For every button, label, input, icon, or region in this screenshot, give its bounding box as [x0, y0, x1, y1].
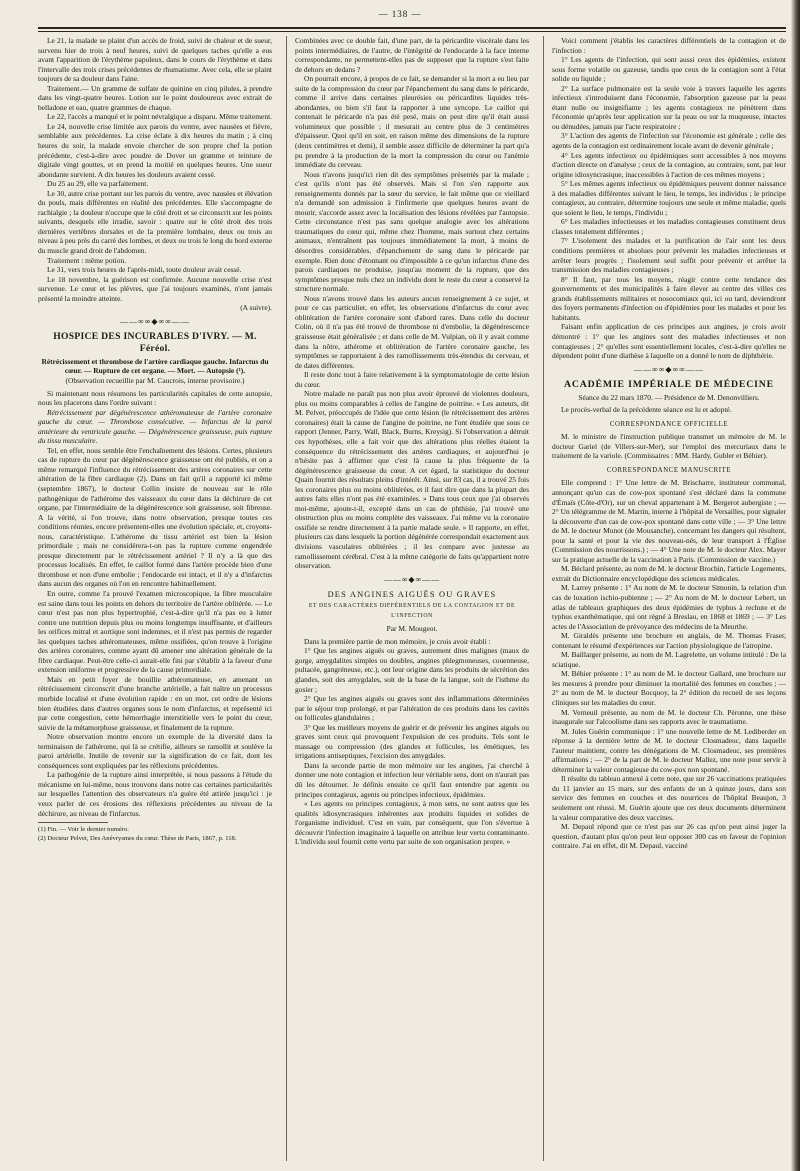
paragraph: Dans la seconde partie de mon mémoire sur les angines, j'ai cherché à donner une note contagion et infection leur véritable sens, dont on n'aurait pas dû les détourner. Je définis ensuite ce qu'il faut entendre par agents ou principes contagieux, agents ou principes infectieux, épidémies. — [295, 760, 529, 799]
paragraph: M. Giraldès présente une brochure en anglais, de M. Thomas Fraser, contenant le résumé d'expériences sur l'action physiologique de l'atropine. — [552, 631, 786, 650]
paragraph: Le 24, nouvelle crise limitée aux parois du ventre, avec nausées et fièvre, semblable aux précédentes. La crise éclate à dix heures du matin ; à cinq heures du soir, la malade envoie chercher de son propre chef la potion précédente, c'est-à-dire avec poudre de Dover un gramme et teinture de digitale vingt gouttes, et en prend la moitié en quelques heures. Une sueur abondante survient. A dix heures les douleurs avaient cessé. — [38, 121, 272, 179]
paragraph: 2° Que les angines aiguës ou graves sont des inflammations déterminées par le séjour trop prolongé, et par l'altération de ces produits dans les cavités ou follicules glandulaires ; — [295, 694, 529, 723]
paragraph: Le procès-verbal de la précédente séance est lu et adopté. — [561, 405, 732, 415]
section-subtitle: ET DES CARACTÈRES DIFFÉRENTIELS DE LA CONTAGION ET DE L'INFECTION — [308, 603, 516, 619]
manuscript-correspondence-head: CORRESPONDANCE MANUSCRITE — [606, 466, 732, 474]
section-title: DES ANGINES AIGUËS OU GRAVES — [327, 589, 497, 599]
paragraph: 3° Que les meilleurs moyens de guérir et de prévenir les angines aiguës ou graves sont ceux qui provoquent l'expulsion de ces produits. Tels sont le massage ou compression (des glandes et follicules, les émétiques, les irrigations antiseptiques, l'excision des amygdales. — [295, 722, 529, 761]
paragraph: M. Béhier présente : 1° au nom de M. le docteur Gallard, une brochure sur les mesures à prendre pour diminuer la mortalité des femmes en couches ; — 2° au nom de M. le docteur Bocquoy, la 2° édition du recueil de ses leçons cliniques sur les maladies du cœur. — [552, 669, 786, 707]
paragraph: Il résulte du tableau annexé à cette note, que sur 26 vaccinations pratiquées du 11 janvier au 15 mars, sur des enfants de un à quinze jours, dans son service des femmes en couches et des nourrices de l'hôpital Beaujon, 3 seulement ont réussi. M. Guérin ajoute que ces deux documents déterminent la valeur comparative des deux vaccines. — [552, 774, 786, 822]
paragraph: M. Baillarger présente, au nom de M. Lagrelette, un volume intitulé : De la sciatique. — [552, 650, 786, 669]
footnote: (2) Docteur Pelvet, Des Anévrysmes du cœur. Thèse de Paris, 1867, p. 118. — [38, 834, 237, 842]
paragraph: Elle comprend : 1° Une lettre de M. Brischarre, instituteur communal, annonçant qu'un cas de cow-pox spontané s'est déclaré dans la commune d'Émaïs (Côte-d'Or), sur un cheval appartenant à M. Bergerot aubergiste ; — 2° Un télégramme de M. Martin, interne à l'hôpital de Versailles, pour signaler la découverte d'un cas de cow-pox spontané dans cette ville ; — 3° Une lettre de M. le docteur Munot (de Mousanche), concernant les dangers qui résultent, pour la santé et pour la vie des nouveau-nés, de leur transport à l'Église (Commission des nourrissons.) ; — 4° Une note de M. le docteur Alex. Mayer sur la pratique actuelle de la vaccination à Paris. (Commission de vaccine.) — [552, 478, 786, 564]
academy-title: ACADÉMIE IMPÉRIALE DE MÉDECINE — [564, 378, 774, 390]
session-line: Séance du 22 mars 1870. — Présidence de M. Denonvilliers. — [578, 392, 760, 402]
paragraph: Il reste donc tout à faire relativement à la symptomatologie de cette lésion du cœur. — [295, 370, 529, 389]
ornament-divider: ——∞◆∞—— — [383, 574, 441, 584]
paragraph: En outre, comme l'a prouvé l'examen microscopique, la fibre musculaire est saine dans tous les points en dehors du territoire de l'artère oblitérée. — Le cœur n'est pas non plus hypertrophié, c'est-à-dire qu'il n'a pas eu à lutter contre une nutrition depuis plus ou moins longtemps insuffisante, et d'ailleurs les orifices mitral et aortique sont indemnes, et il n'est pas permis de regarder les quelques taches athéromateuses, même ossifiées, qu'on trouve à l'origine des artères coronaires, comme ayant dû amener une altération générale de la fibre cardiaque. Peut-être celle-ci aurait-elle fini par s'établir à la faveur d'une extension uniforme et progressive de la cause primordiale. — [38, 588, 272, 675]
paragraph: Le 31, vers trois heures de l'après-midi, toute douleur avait cessé. — [47, 265, 242, 275]
paragraph: Mais en petit foyer de bouillie athéromateuse, en amenant un rétrécissement circonscrit d'une branche artérielle, a fait naître un processus morbide localisé et d'une évolution rapide : en un mot, cet ordre de lésions bien étudiées dans d'autres organes sous le nom d'infarctus, et représenté ici par cette congestion, cette hémorrhagie interstitielle vers le point du cœur, suivie de la métamorphose graisseuse, et finalement de la rupture. — [38, 674, 272, 732]
page-edge-shadow — [791, 0, 800, 1171]
paragraph: 1° Les agents de l'infection, qui sont aussi ceux des épidémies, existent sous forme volatile ou gazeuse, tandis que ceux de la contagion sont à l'état solide ou liquide ; — [552, 55, 786, 84]
footnote: (1) Fin. — Voir le dernier numéro. — [38, 826, 129, 834]
paragraph: Faisant enfin application de ces principes aux angines, je crois avoir démontré : 1° que les angines sont des maladies infectieuses et non contagieuses ; 2° qu'elles sont essentiellement locales, c'est-à-dire qu'elles ne dépendent point d'une diathèse à laquelle on a donné le nom de diphthérie. — [552, 322, 786, 361]
paragraph: 7° L'isolement des malades et la purification de l'air sont les deux conditions premières et absolues pour prévenir les maladies infectieuses et arrêter leurs progrès ; l'isolement seul suffit pour prévenir et arrêter la transmission des maladies contagieuses ; — [552, 236, 786, 275]
paragraph: Le 18 novembre, la guérison est confirmée. Aucune nouvelle crise n'est survenue. Le cœur et les plèvres, que j'ai toujours examinés, n'ont jamais présenté la moindre atteinte. — [38, 274, 272, 303]
paragraph: M. le ministre de l'instruction publique transmet un mémoire de M. le docteur Gariel (de Villers-sur-Mer), sur l'emploi des mercuriaux dans le traitement de la variole. (Commissaires : MM. Hardy, Gubler et Béhier). — [552, 432, 786, 461]
paragraph: 3° L'action des agents de l'infection sur l'économie est générale ; celle des agents de la contagion est ordinairement locale avant de devenir générale ; — [552, 131, 786, 151]
column-middle — [286, 36, 529, 1161]
ornament-divider: ——∞∞◆∞∞—— — [120, 316, 190, 326]
paragraph: 4° Les agents infectieux ou épidémiques sont accessibles à nos moyens d'action directe on d'analyse ; ceux de la contagion, au contraire, sont, par leur origine idiosyncrasique, inaccessibles à l'action de ces mêmes moyens ; — [552, 150, 786, 179]
paragraph: Le 21, la malade se plaint d'un accès de froid, suivi de chaleur et de sueur, survenu hier de trois à neuf heures, suivi de quelques taches qu'elle a eus avant l'apparition de l'érythème papuleux, dans le cours de l'érythème et dans l'intervalle des trois crises précédentes de rhumatisme. Avec cela, elle se plaint toujours de sa douleur dans l'aine. — [38, 36, 272, 84]
footnote-rule — [38, 822, 108, 823]
paragraph: Le 22, l'accès a manqué et le point névralgique a disparu. Même traitement. — [47, 112, 272, 122]
paragraph: 2° La surface pulmonaire est la seule voie à travers laquelle les agents infectieux s'introduisent dans l'économie, l'absorption gazeuse par la peau étant nulle ou insignifiante ; les agents contagieux ne pénètrent dans l'économie qu'après leur application sur la peau ou sur la muqueuse, intactes ou dénudées, jamais par l'acte respiratoire ; — [552, 83, 786, 131]
paragraph: 1° Que les angines aiguës ou graves, autrement dites malignes (maux de gorge, amygdalites simples ou doubles, angines phlegmoneuses, couenneuse, pultacée, gangréneuse, etc.), ont leur origine dans les produits de sécrétion des glandes, soit des amygdales, soit de la base de la langue, soit de l'isthme du gosier ; — [295, 646, 529, 694]
paragraph: On pourrait encore, à propos de ce fait, se demander si la mort a eu lieu par suite de la compression du cœur par l'épanchement du sang dans le péricarde, comme il arrive dans certaines pleurésies ou péricardites liquides très-abondantes, ou bien s'il faut la rapporter à une syncope. Le caillot qui contenait le péricarde n'a pas été pesé, mais on peut dire qu'il était aussi volumineux que possible ; il mesurait au centre plus de 3 centimètres d'épaisseur. Quoi qu'il en soit, en raison même des dimensions de la rupture (deux centimètres et demi), il semble assez difficile de déterminer la part qu'a pu prendre à la production de la mort la compression du cœur ou l'anémie immédiate du cerveau. — [295, 74, 529, 170]
paragraph: Dans la première partie de mon mémoire, je crois avoir établi : — [304, 636, 491, 646]
paragraph: Voici comment j'établis les caractères différentiels de la contagion et de l'infection : — [552, 36, 786, 55]
paragraph: Notre observation montre encore un exemple de la diversité dans la terminaison de l'athérome, qui là se crétifie, ailleurs se ramollit et soulève la paroi artérielle. Inutile de revenir sur la signification de ce fait, dont les conséquences sont expliquées par les réflexions précédentes. — [38, 732, 272, 770]
paragraph: Combinées avec ce double fait, d'une part, de la péricardite viscérale dans les points intermédiaires, de l'autre, de l'intégrité de l'endocarde à la face interne correspondante, ne permettent-elles pas de supposer que la rupture s'est faite de dehors en dedans ? — [295, 36, 529, 74]
article-title: HOSPICE DES INCURABLES D'IVRY. — M. Féréol. — [53, 330, 257, 354]
paragraph: Du 25 au 29, elle va parfaitement. — [47, 179, 149, 189]
article-subtitle: Rétrécissement et thrombose de l'artère cardiaque gauche. Infarctus du cœur. — Rupture de cet organe. — Mort. — Autopsie (¹). — [41, 356, 269, 376]
section-author: Par M. Mougeot. — [386, 624, 438, 634]
paragraph: M. Béclard présente, au nom de M. le docteur Brochin, l'article Logements, extrait du Dictionnaire encyclopédique des sciences médicales. — [552, 564, 786, 583]
paragraph: Nous n'avons trouvé dans les auteurs aucun renseignement à ce sujet, et pour ce cas particulier, en effet, les observations d'infarctus du cœur avec oblitération de l'artère coronaire sont d'abord rares. Dans celle du docteur Colin, où il n'a pas été trouvé de thrombose ni d'embolie, la dégénérescence graisseuse était généralisée ; et dans celle de M. Vulpian, où il y avait comme dans la nôtre, athérome et oblitération de l'artère coronaire gauche, les symptômes se rapportaient à des ramollissements très-étendus du cerveau, et de dates différentes. — [295, 293, 529, 370]
column-left — [38, 36, 272, 1161]
paragraph: « Les agents ou principes contagieux, à mon sens, ne sont autres que les qualités idiosyncrasiques inhérentes aux produits liquides et solides de l'organisme individuel. C'est en vain, par conséquent, que l'on s'évertue à découvrir l'infection imaginaire à laquelle on attribue leur vertu contaminante. L'individu seul fournit cette vertu par suite de son organisation propre. » — [295, 799, 529, 847]
paragraph: La pathogénie de la rupture ainsi interprétée, si nous passons à l'étude du mécanisme en lui-même, nous trouvons dans notre cas certaines particularités sur lesquelles l'attention des observateurs n'a guère été attirée jusqu'ici : je veux parler de ces érosions des réflexions précédentes au niveau de la déchirure, au niveau de l'infarctus. — [38, 770, 272, 818]
paragraph: M. Verneuil présente, au nom de M. le docteur Ch. Péronne, une thèse inaugurale sur l'alcoolisme dans ses rapports avec le traumatisme. — [552, 707, 786, 727]
paragraph: M. Depaul répond que ce n'est pas sur 26 cas qu'on peut ainsi juger la question, d'autant plus qu'on peut leur opposer 300 cas en faveur de l'opinion contraire. J'ai en effet, dit M. Depaul, vacciné — [552, 822, 786, 851]
paragraph: Si maintenant nous résumons les particularités capitales de cette autopsie, nous les placerons dans l'ordre suivant : — [38, 388, 272, 408]
paragraph: M. Jules Guérin communique : 1° une nouvelle lettre de M. Lediberder en réponse à la dernière lettre de M. le docteur Closmadeuc, dans laquelle l'auteur maintient, contre les dénégations de M. Closmadeuc, ses premières affirmations ; — 2° de la part de M. le docteur Mallez, une note pour servir à déterminer la valeur contagieuse du cow-pox non spontané. — [552, 726, 786, 774]
official-correspondence-head: CORRESPONDANCE OFFICIELLE — [609, 420, 729, 428]
paragraph: Rétrécissement par dégénérescence athéromateuse de l'artère coronaire gauche du cœur. — Thrombose consécutive. — Infarctus de la paroi antérieure du ventricule gauche. — Dégénérescence graisseuse, puis rupture du tissu musculaire. — [38, 407, 272, 446]
to-be-continued: (A suivre). — [240, 303, 272, 313]
paragraph: 5° Les mêmes agents infectieux ou épidémiques peuvent donner naissance à des maladies différentes suivant le lieu, le temps, les individus ; le principe contagieux, au contraire, détermine toujours une seule et même maladie, quels que soient le lieu, le temps, l'individu ; — [552, 179, 786, 217]
paragraph: Traitement.— Un gramme de sulfate de quinine en cinq pilules, à prendre dans les vingt-quatre heures. Lotion sur le point douloureux avec extrait de belladone et eau, quatre grammes de chaque. — [38, 83, 272, 112]
ornament-divider: ——∞∞◆∞∞—— — [634, 364, 704, 374]
paragraph: Traitement : même potion. — [47, 255, 127, 265]
paragraph: Notre malade ne paraît pas non plus avoir éprouvé de violentes douleurs, plus ou moins comparables à celles de l'angine de poitrine. « Les auteurs, dit M. Pelvet, préoccupés de l'idée que cette lésion (le rétrécissement des artères coronaires) était la cause de l'angine de poitrine, ne l'ont étudiée que sous ce rapport (Jenner, Parry, Wall, Black, Burns, Kreysig). Si l'observation a détruit ces hypothèses, elle a fait voir que des altérations plus réelles étaient la conséquence du rétrécissement des artères cardiaques, et aujourd'hui je n'hésite pas à affirmer que c'est là cause la plus fréquente de la dégénérescence graisseuse du cœur. A cet égard, la statistique du docteur Quain fournit des résultats pleins d'intérêt. Ainsi, sur 83 cas, il a trouvé 25 fois les coronaires plus ou moins oblitérées, et il faut dire que dans la plupart des autres faits elles n'ont pas été examinées. » Dans tous ceux que j'ai observés moi-même, ajoute-t-il, excepté dans un cas de phthisie, j'ai trouvé une obstruction plus ou moins complète des vaisseaux. J'ai même vu la coronaire ossifiée se rendre directement à la partie malade seule. » Il rapporte, en effet, plusieurs cas dans lesquels la portion dégénérée correspondait exactement aux divisions vasculaires oblitérées ; il les compare avec justesse au ramollissement cérébral. C'est à la même catégorie de faits qu'appartient notre observation. — [295, 389, 529, 571]
paragraph: 6° Les maladies infectieuses et les maladies contagieuses constituent deux classes totalement différentes ; — [552, 217, 786, 236]
paragraph: Le 30, autre crise portant sur les parois du ventre, avec nausées et élévation du pouls, mais différentes en réalité des précédentes. Elle s'accompagne de rachialgie ; la douleur n'occupe que le côté droit et se circonscrit sur les points suivants, desquels elle irradie, savoir : quatre sur le côté droit des trois dernières vertèbres dorsales et de la première lombaire, deux ou trois au niveau à peu près du carré des lombes, et deux ou trois le long du bord externe du muscle grand droit de l'abdomen. — [38, 188, 272, 256]
paragraph: Tel, en effet, nous semble être l'enchaînement des lésions. Certes, plusieurs cas de rupture du cœur par dégénérescence graisseuse ont été publiés, et on a même remarqué l'influence du rétrécissement des artères coronaires sur cette altération de la fibre cardiaque (2). Dans un fait qu'il a rapporté ici même (septembre 1867), le docteur Collin insiste de nouveau sur le rôle pathogénique de l'athérome des vaisseaux du cœur dans la déchirure de cet organe, par l'intermédiaire de la dégénérescence soit graisseuse, soit fibreuse. A la vérité, si l'on trouve, dans notre observation, presque toutes ces conditions réunies, encore présentent-elles une évolution spéciale, et, croyons-nous, caractéristique. L'athérome du tissu artériel est bien la lésion primordiale ; mais ne considérera-t-on pas la rupture comme engendrée presque directement par le rétrécissement artériel ? Il n'y a là que des processus localisés. En effet, le caillot formé dans l'artère procède bien d'une thrombose et non d'une embolie ; l'endocarde est intact, et il n'y a d'infarctus dans aucun des organes où l'on en rencontre habituellement. — [38, 445, 272, 589]
observation-note: (Observation recueillie par M. Caucrois, interne provisoire.) — [65, 375, 245, 385]
page-columns — [38, 36, 786, 1161]
paragraph: 8° Il faut, par tous les moyens, réagir contre cette tendance des gouvernements et des municipalités à faire élever au centre des villes ces grands établissements militaires et nosocomiaux qui, ici ou tard, deviendront des foyers permanents d'infection ou d'épidémies pour les malades et pour les habitants. — [552, 274, 786, 322]
header-rule — [38, 27, 786, 32]
page-number: — 138 — — [378, 9, 422, 19]
paragraph: M. Larrey présente : 1° Au nom de M. le docteur Simonin, la relation d'un cas de luxation ischio-pubienne ; — 2° Au nom de M. le docteur Lebert, un atlas de tableaux graphiques des deux épidémies de typhus à rechute et de typhus exanthématique, qui ont régné à Breslau, en 1868 et 1869 ; — 3° Les actes de l'Association de prévoyance des médecins de la Meurthe. — [552, 583, 786, 631]
paragraph: Nous n'avons jusqu'ici rien dit des symptômes présentés par la malade ; c'est qu'ils n'ont pas été observés. Mais si l'on s'en rapporte aux renseignements donnés par la sœur du service, le fait même que ce vieillard n'a demandé son admission à l'infirmerie que quelques heures avant de mourir, s'accorde assez avec la localisation des lésions révélées par l'autopsie. Cette circonstance n'est pas sans quelque analogie avec les altérations traumatiques du cœur qui, même chez l'homme, mais surtout chez certains animaux, n'entraînent pas toujours immédiatement la mort, à moins de désordres considérables, d'épanchement de sang dans le péricarde par exemple. Rien donc d'étonnant ou d'impossible à ce qu'un infarctus d'une des parois cardiaques ne produise, jusqu'au moment de la rupture, que des symptômes presque nuls chez un individu dont le reste du cœur a conservé la structure normale. — [295, 169, 529, 294]
column-right — [543, 36, 786, 1161]
